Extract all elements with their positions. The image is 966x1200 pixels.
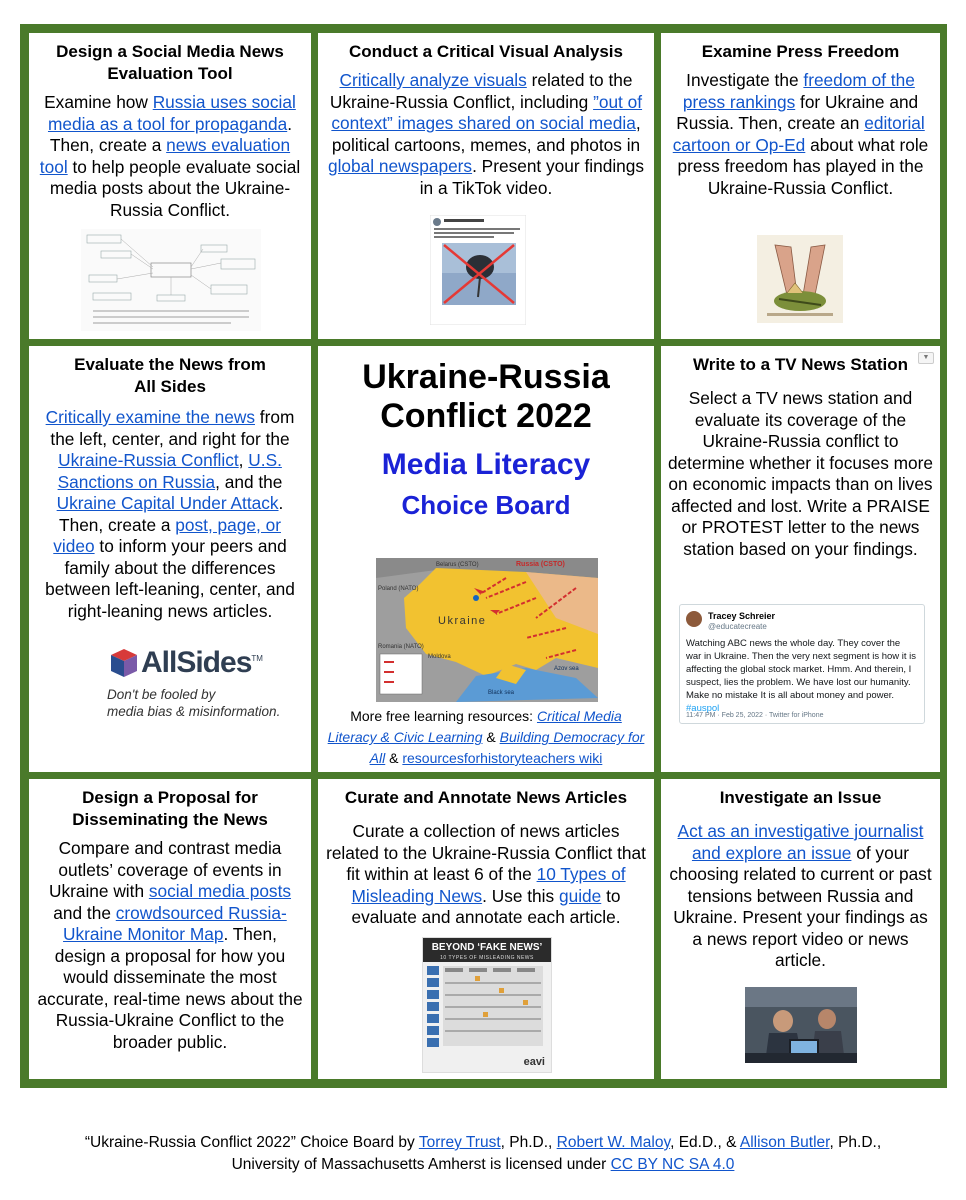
misleading-news-poster bbox=[422, 937, 552, 1073]
cell-proposal bbox=[29, 779, 311, 1079]
text: Investigate the bbox=[686, 70, 804, 90]
link-guide[interactable]: guide bbox=[558, 885, 602, 906]
cell-title: Design a Social Media News Evaluation Tool bbox=[56, 42, 284, 83]
map-label: Azov sea bbox=[554, 666, 579, 672]
text: “Ukraine-Russia Conflict 2022” Choice Board by bbox=[84, 1134, 419, 1151]
text: Examine how bbox=[44, 92, 153, 112]
link-10-types-misleading-news[interactable]: 10 Types of Misleading News bbox=[351, 864, 626, 906]
cell-title: Write to a TV News Station bbox=[692, 355, 909, 374]
map-label: Black sea bbox=[488, 690, 515, 696]
tweet-handle: @educatecreate bbox=[708, 622, 767, 631]
link-press-freedom-rankings[interactable]: freedom of the press rankings bbox=[682, 70, 915, 112]
link-social-media-posts[interactable]: social media posts bbox=[148, 881, 292, 901]
link-cc-license[interactable]: CC BY NC SA 4.0 bbox=[610, 1156, 735, 1173]
allsides-tagline bbox=[107, 686, 307, 720]
map-label: Belarus (CSTO) bbox=[436, 562, 479, 568]
ukraine-map bbox=[376, 558, 598, 702]
cell-body bbox=[318, 821, 654, 929]
map-label: Russia (CSTO) bbox=[516, 561, 565, 568]
map-label: Moldova bbox=[428, 654, 451, 660]
link-building-democracy[interactable]: Building Democracy for All bbox=[369, 729, 645, 766]
board-subtitle-media-literacy: Media Literacy bbox=[381, 448, 591, 481]
tweet-text bbox=[686, 637, 918, 715]
link-monitor-map[interactable]: crowdsourced Russia-Ukraine Monitor Map bbox=[63, 902, 287, 944]
cell-body bbox=[661, 70, 940, 199]
text: , Ph.D., University of Massachusetts Amherst is licensed under bbox=[231, 1134, 882, 1173]
journalist-photo bbox=[745, 987, 857, 1063]
text: . Then, create a bbox=[49, 113, 293, 155]
tweet-image-thumbnail bbox=[430, 215, 526, 325]
title-line: All Sides bbox=[134, 377, 206, 396]
cell-title: Conduct a Critical Visual Analysis bbox=[349, 42, 623, 61]
text: , Ph.D., bbox=[500, 1134, 557, 1151]
text: Compare and contrast media outlets’ coverage of events in Ukraine with bbox=[48, 838, 282, 901]
text: . Then, design a proposal for how you would disseminate the most accurate, real-time news about the Russia-Ukraine Conflict to the broader public. bbox=[37, 924, 303, 1052]
more-resources bbox=[324, 706, 648, 769]
cell-visual-analysis bbox=[318, 33, 654, 339]
link-robert-maloy[interactable]: Robert W. Maloy bbox=[556, 1134, 671, 1151]
editorial-cartoon-thumbnail bbox=[757, 235, 843, 323]
text: Curate a collection of news articles related to the Ukraine-Russia Conflict that fit within at least 6 of the bbox=[326, 821, 646, 884]
link-us-sanctions[interactable]: U.S. Sanctions on Russia bbox=[57, 450, 282, 492]
link-investigative-journalist[interactable]: Act as an investigative journalist and explore an issue bbox=[677, 821, 924, 863]
allsides-wordmark: AllSides bbox=[141, 646, 252, 679]
mind-map-thumbnail bbox=[81, 229, 261, 331]
tweet-meta: 11:47 PM · Feb 25, 2022 · Twitter for iPhone bbox=[686, 712, 824, 719]
link-capital-under-attack[interactable]: Ukraine Capital Under Attack bbox=[56, 493, 279, 513]
eavi-logo: eavi bbox=[523, 1056, 545, 1068]
link-news-evaluation-tool[interactable]: news evaluation tool bbox=[39, 135, 291, 177]
link-critical-media-literacy[interactable]: Critical Media Literacy & Civic Learning bbox=[327, 708, 622, 745]
cell-body bbox=[29, 407, 311, 622]
text: from the left, center, and right for the bbox=[50, 407, 295, 449]
text: , bbox=[238, 450, 249, 470]
tweet-author: Tracey Schreier bbox=[708, 611, 776, 621]
tagline-line: Don't be fooled by bbox=[107, 687, 216, 702]
cell-body bbox=[29, 838, 311, 1053]
text: , Ed.D., & bbox=[670, 1134, 740, 1151]
cell-title: Design a Proposal for Disseminating the News bbox=[72, 788, 268, 829]
text: to inform your peers and family about the differences between left-leaning, center, and right-leaning news articles. bbox=[45, 536, 295, 621]
link-post-page-video[interactable]: post, page, or video bbox=[53, 514, 281, 556]
link-global-newspapers[interactable]: global newspapers bbox=[327, 156, 473, 176]
text: and the bbox=[53, 902, 116, 923]
title-line: Evaluate the News from bbox=[74, 355, 266, 374]
license-footer bbox=[60, 1132, 906, 1176]
allsides-cube-icon bbox=[107, 647, 141, 679]
text: & bbox=[385, 750, 403, 766]
link-torrey-trust[interactable]: Torrey Trust bbox=[418, 1134, 501, 1151]
cell-title: Curate and Annotate News Articles bbox=[344, 788, 628, 807]
cell-title: Examine Press Freedom bbox=[701, 42, 900, 61]
link-editorial-cartoon[interactable]: editorial cartoon or Op-Ed bbox=[672, 113, 925, 155]
text: Watching ABC news the whole day. They cover the war in Ukraine. Then the very next segment is how it is affecting the global stock market. Hmm. And therein, I suspect, lies the problem. We have lost our humanity. Make no mistake It is all about money and power. bbox=[686, 638, 917, 701]
cell-title bbox=[29, 354, 311, 398]
link-history-teachers-wiki[interactable]: resourcesforhistoryteachers wiki bbox=[402, 750, 603, 766]
map-label: Poland (NATO) bbox=[378, 586, 419, 592]
text: More free learning resources: bbox=[350, 708, 537, 724]
link-examine-news[interactable]: Critically examine the news bbox=[45, 407, 255, 427]
allsides-logo bbox=[107, 646, 307, 720]
map-label: Romania (NATO) bbox=[378, 644, 424, 650]
text: for Ukraine and Russia. Then, create an bbox=[676, 91, 919, 133]
cell-body: Select a TV news station and evaluate its coverage of the Ukraine-Russia conflict to determine whether it focuses more on economic impacts than on lives affected and lost. Write a PRAISE or PROTEST letter to the news station based on your findings. bbox=[667, 388, 934, 559]
poster-subtitle: 10 TYPES OF MISLEADING NEWS bbox=[423, 954, 551, 962]
cell-body bbox=[318, 70, 654, 199]
cell-investigate-issue bbox=[661, 779, 940, 1079]
board-title: Ukraine-Russia Conflict 2022 bbox=[362, 358, 610, 435]
text: . Use this bbox=[482, 885, 559, 906]
tweet-hashtag: #auspol bbox=[686, 703, 720, 714]
poster-grid bbox=[423, 962, 551, 1058]
text: about what role press freedom has played in the Ukraine-Russia Conflict. bbox=[677, 134, 929, 198]
link-out-of-context-images[interactable]: ”out of context” images shared on social media bbox=[331, 91, 643, 133]
link-ukraine-russia-conflict[interactable]: Ukraine-Russia Conflict bbox=[58, 450, 239, 470]
cell-curate-articles bbox=[318, 779, 654, 1079]
text: , and the bbox=[215, 471, 283, 492]
map-label: Ukraine bbox=[438, 615, 487, 627]
text: , political cartoons, memes, and photos in bbox=[331, 113, 641, 155]
cell-social-media-tool bbox=[29, 33, 311, 339]
choice-board-grid bbox=[20, 24, 947, 1088]
text: & bbox=[482, 729, 500, 745]
link-analyze-visuals[interactable]: Critically analyze visuals bbox=[339, 70, 527, 90]
cell-press-freedom bbox=[661, 33, 940, 339]
comment-dropdown-icon[interactable]: ▼ bbox=[918, 352, 934, 364]
cell-all-sides bbox=[29, 346, 311, 772]
link-allison-butler[interactable]: Allison Butler bbox=[739, 1134, 830, 1151]
link-russia-propaganda[interactable]: Russia uses social media as a tool for propaganda bbox=[47, 92, 296, 134]
cell-tv-news-station bbox=[661, 346, 940, 772]
text: to evaluate and annotate each article. bbox=[351, 885, 621, 927]
text: to help people evaluate social media posts about the Ukraine-Russia Conflict. bbox=[49, 156, 301, 220]
cell-body bbox=[661, 821, 940, 972]
cell-center-title bbox=[318, 346, 654, 772]
text: related to the Ukraine-Russia Conflict, including bbox=[329, 70, 633, 112]
text: . Present your findings in a TikTok video. bbox=[419, 156, 645, 198]
tweet-embed bbox=[679, 604, 925, 724]
text: . Then, create a bbox=[59, 493, 284, 535]
cell-title: Investigate an Issue bbox=[719, 788, 882, 807]
tagline-line: media bias & misinformation. bbox=[107, 704, 281, 719]
poster-title: BEYOND ‘FAKE NEWS’ bbox=[423, 938, 551, 954]
board-subtitle-choice-board: Choice Board bbox=[401, 490, 571, 520]
text: of your choosing related to current or past tensions between Russia and Ukraine. Present your findings as a news report video or news article. bbox=[669, 842, 932, 970]
trademark: TM bbox=[251, 653, 263, 663]
avatar bbox=[686, 611, 702, 627]
cell-body bbox=[29, 92, 311, 221]
